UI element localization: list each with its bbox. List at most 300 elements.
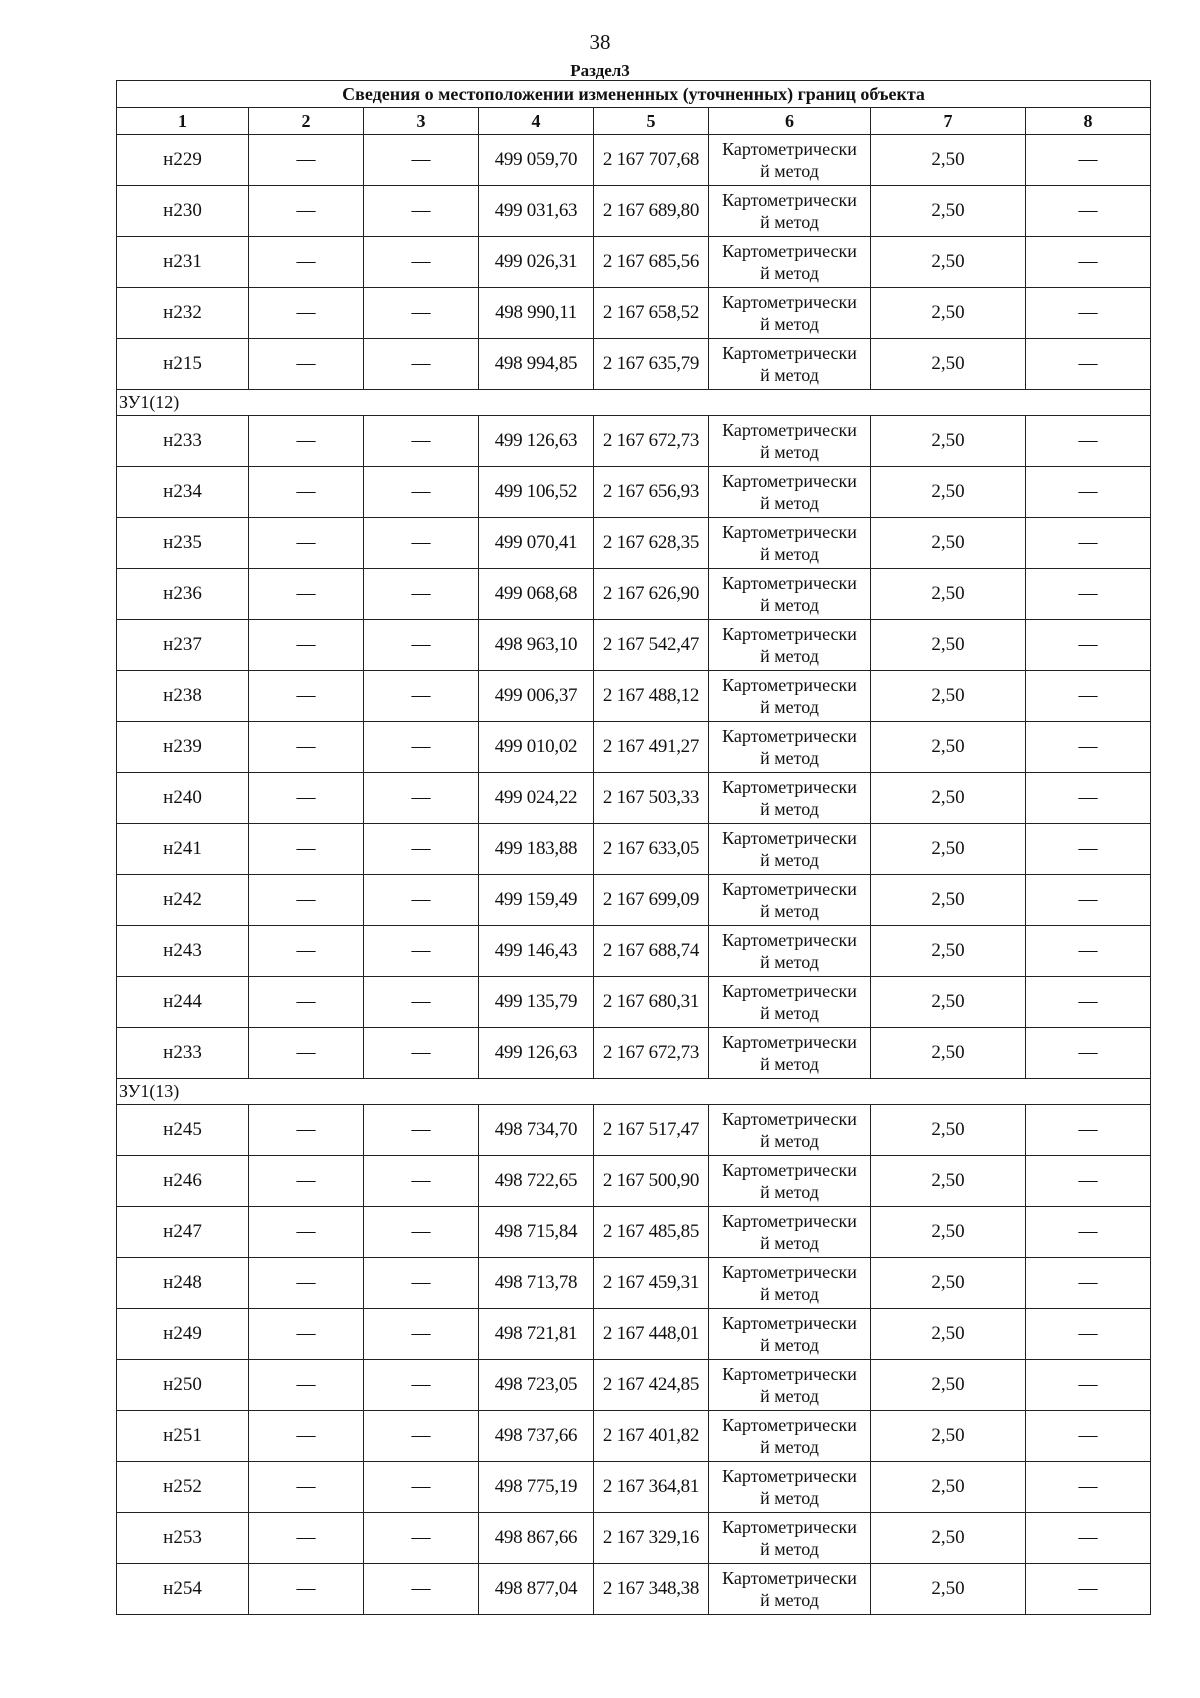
accuracy-cell: 2,50	[871, 1411, 1026, 1462]
accuracy-cell: 2,50	[871, 1309, 1026, 1360]
method-line: й метод	[760, 1233, 819, 1253]
x-coordinate-cell: 499 024,22	[479, 773, 594, 824]
dash-cell: —	[364, 824, 479, 875]
x-coordinate-cell: 499 159,49	[479, 875, 594, 926]
dash-cell: —	[1026, 1105, 1151, 1156]
table-row	[117, 977, 1151, 1028]
point-name-cell: н231	[117, 237, 249, 288]
method-line: й метод	[760, 493, 819, 513]
method-cell	[709, 1309, 871, 1360]
x-coordinate-cell: 499 059,70	[479, 135, 594, 186]
dash-cell: —	[249, 416, 364, 467]
method-line: Картометрически	[722, 343, 857, 363]
accuracy-cell: 2,50	[871, 1156, 1026, 1207]
point-name-cell: н248	[117, 1258, 249, 1309]
table-row	[117, 569, 1151, 620]
dash-cell: —	[249, 671, 364, 722]
method-line: Картометрически	[722, 292, 857, 312]
method-cell	[709, 135, 871, 186]
point-name-cell: н252	[117, 1462, 249, 1513]
dash-cell: —	[1026, 569, 1151, 620]
dash-cell: —	[364, 1156, 479, 1207]
dash-cell: —	[249, 1258, 364, 1309]
y-coordinate-cell: 2 167 628,35	[594, 518, 709, 569]
column-header: 5	[594, 108, 709, 135]
dash-cell: —	[249, 1564, 364, 1615]
accuracy-cell: 2,50	[871, 1360, 1026, 1411]
column-header: 1	[117, 108, 249, 135]
method-line: й метод	[760, 1131, 819, 1151]
dash-cell: —	[364, 237, 479, 288]
method-line: Картометрически	[722, 981, 857, 1001]
dash-cell: —	[249, 1309, 364, 1360]
y-coordinate-cell: 2 167 459,31	[594, 1258, 709, 1309]
point-name-cell: н242	[117, 875, 249, 926]
dash-cell: —	[249, 339, 364, 390]
dash-cell: —	[364, 926, 479, 977]
group-label: ЗУ1(13)	[117, 1079, 1151, 1105]
method-cell	[709, 1156, 871, 1207]
method-line: Картометрически	[722, 573, 857, 593]
y-coordinate-cell: 2 167 401,82	[594, 1411, 709, 1462]
dash-cell: —	[1026, 416, 1151, 467]
table-row	[117, 875, 1151, 926]
x-coordinate-cell: 498 994,85	[479, 339, 594, 390]
dash-cell: —	[364, 186, 479, 237]
dash-cell: —	[249, 1513, 364, 1564]
method-cell	[709, 1411, 871, 1462]
dash-cell: —	[1026, 339, 1151, 390]
y-coordinate-cell: 2 167 542,47	[594, 620, 709, 671]
point-name-cell: н236	[117, 569, 249, 620]
x-coordinate-cell: 498 734,70	[479, 1105, 594, 1156]
dash-cell: —	[249, 875, 364, 926]
table-row	[117, 824, 1151, 875]
x-coordinate-cell: 498 963,10	[479, 620, 594, 671]
dash-cell: —	[1026, 824, 1151, 875]
accuracy-cell: 2,50	[871, 722, 1026, 773]
method-cell	[709, 875, 871, 926]
method-cell	[709, 1207, 871, 1258]
method-line: Картометрически	[722, 828, 857, 848]
method-cell	[709, 1028, 871, 1079]
y-coordinate-cell: 2 167 656,93	[594, 467, 709, 518]
method-cell	[709, 824, 871, 875]
method-cell	[709, 1462, 871, 1513]
method-line: й метод	[760, 748, 819, 768]
table-row	[117, 1462, 1151, 1513]
dash-cell: —	[1026, 237, 1151, 288]
point-name-cell: н233	[117, 1028, 249, 1079]
method-line: й метод	[760, 799, 819, 819]
method-line: й метод	[760, 161, 819, 181]
point-name-cell: н250	[117, 1360, 249, 1411]
accuracy-cell: 2,50	[871, 237, 1026, 288]
point-name-cell: н251	[117, 1411, 249, 1462]
accuracy-cell: 2,50	[871, 518, 1026, 569]
y-coordinate-cell: 2 167 488,12	[594, 671, 709, 722]
table-row	[117, 1564, 1151, 1615]
method-line: й метод	[760, 595, 819, 615]
method-cell	[709, 416, 871, 467]
accuracy-cell: 2,50	[871, 1028, 1026, 1079]
x-coordinate-cell: 499 026,31	[479, 237, 594, 288]
method-line: Картометрически	[722, 1109, 857, 1129]
y-coordinate-cell: 2 167 658,52	[594, 288, 709, 339]
y-coordinate-cell: 2 167 485,85	[594, 1207, 709, 1258]
table-row	[117, 237, 1151, 288]
method-line: й метод	[760, 1539, 819, 1559]
accuracy-cell: 2,50	[871, 135, 1026, 186]
column-number-row	[117, 108, 1151, 135]
method-line: й метод	[760, 901, 819, 921]
method-line: Картометрически	[722, 1160, 857, 1180]
dash-cell: —	[1026, 722, 1151, 773]
accuracy-cell: 2,50	[871, 671, 1026, 722]
method-line: й метод	[760, 952, 819, 972]
point-name-cell: н233	[117, 416, 249, 467]
x-coordinate-cell: 498 990,11	[479, 288, 594, 339]
table-row	[117, 620, 1151, 671]
method-line: й метод	[760, 263, 819, 283]
point-name-cell: н247	[117, 1207, 249, 1258]
dash-cell: —	[364, 1513, 479, 1564]
dash-cell: —	[249, 1360, 364, 1411]
table-row	[117, 1360, 1151, 1411]
dash-cell: —	[364, 1564, 479, 1615]
dash-cell: —	[249, 722, 364, 773]
table-row	[117, 288, 1151, 339]
method-line: Картометрически	[722, 1032, 857, 1052]
method-cell	[709, 1513, 871, 1564]
method-line: й метод	[760, 850, 819, 870]
y-coordinate-cell: 2 167 635,79	[594, 339, 709, 390]
method-line: Картометрически	[722, 1313, 857, 1333]
page-number: 38	[589, 30, 611, 54]
dash-cell: —	[364, 416, 479, 467]
y-coordinate-cell: 2 167 348,38	[594, 1564, 709, 1615]
point-name-cell: н243	[117, 926, 249, 977]
x-coordinate-cell: 498 737,66	[479, 1411, 594, 1462]
y-coordinate-cell: 2 167 688,74	[594, 926, 709, 977]
accuracy-cell: 2,50	[871, 288, 1026, 339]
method-cell	[709, 1360, 871, 1411]
y-coordinate-cell: 2 167 491,27	[594, 722, 709, 773]
accuracy-cell: 2,50	[871, 186, 1026, 237]
group-label: ЗУ1(12)	[117, 390, 1151, 416]
table-row	[117, 1156, 1151, 1207]
dash-cell: —	[1026, 926, 1151, 977]
y-coordinate-cell: 2 167 517,47	[594, 1105, 709, 1156]
accuracy-cell: 2,50	[871, 773, 1026, 824]
accuracy-cell: 2,50	[871, 1513, 1026, 1564]
dash-cell: —	[364, 135, 479, 186]
point-name-cell: н230	[117, 186, 249, 237]
accuracy-cell: 2,50	[871, 620, 1026, 671]
accuracy-cell: 2,50	[871, 1564, 1026, 1615]
method-line: Картометрически	[722, 190, 857, 210]
method-cell	[709, 671, 871, 722]
accuracy-cell: 2,50	[871, 339, 1026, 390]
dash-cell: —	[249, 1411, 364, 1462]
dash-cell: —	[364, 773, 479, 824]
x-coordinate-cell: 499 070,41	[479, 518, 594, 569]
dash-cell: —	[249, 926, 364, 977]
dash-cell: —	[364, 1105, 479, 1156]
method-line: Картометрически	[722, 139, 857, 159]
dash-cell: —	[1026, 288, 1151, 339]
x-coordinate-cell: 499 006,37	[479, 671, 594, 722]
table-row	[117, 722, 1151, 773]
y-coordinate-cell: 2 167 500,90	[594, 1156, 709, 1207]
y-coordinate-cell: 2 167 672,73	[594, 1028, 709, 1079]
method-line: й метод	[760, 1590, 819, 1610]
method-cell	[709, 1564, 871, 1615]
accuracy-cell: 2,50	[871, 926, 1026, 977]
dash-cell: —	[364, 1309, 479, 1360]
method-cell	[709, 518, 871, 569]
point-name-cell: н232	[117, 288, 249, 339]
accuracy-cell: 2,50	[871, 1258, 1026, 1309]
method-line: й метод	[760, 1182, 819, 1202]
dash-cell: —	[249, 1462, 364, 1513]
dash-cell: —	[364, 1258, 479, 1309]
dash-cell: —	[249, 186, 364, 237]
x-coordinate-cell: 498 722,65	[479, 1156, 594, 1207]
dash-cell: —	[1026, 1513, 1151, 1564]
x-coordinate-cell: 499 031,63	[479, 186, 594, 237]
method-line: Картометрически	[722, 675, 857, 695]
method-line: й метод	[760, 1003, 819, 1023]
dash-cell: —	[364, 1028, 479, 1079]
method-line: й метод	[760, 1488, 819, 1508]
method-line: Картометрически	[722, 1211, 857, 1231]
dash-cell: —	[249, 773, 364, 824]
method-line: й метод	[760, 697, 819, 717]
table-row	[117, 1207, 1151, 1258]
y-coordinate-cell: 2 167 503,33	[594, 773, 709, 824]
method-line: Картометрически	[722, 471, 857, 491]
x-coordinate-cell: 499 183,88	[479, 824, 594, 875]
method-cell	[709, 339, 871, 390]
dash-cell: —	[249, 824, 364, 875]
table-row	[117, 926, 1151, 977]
method-line: й метод	[760, 1335, 819, 1355]
method-cell	[709, 722, 871, 773]
dash-cell: —	[1026, 875, 1151, 926]
method-line: й метод	[760, 365, 819, 385]
method-line: Картометрически	[722, 1364, 857, 1384]
y-coordinate-cell: 2 167 364,81	[594, 1462, 709, 1513]
x-coordinate-cell: 499 126,63	[479, 1028, 594, 1079]
dash-cell: —	[1026, 1411, 1151, 1462]
x-coordinate-cell: 499 106,52	[479, 467, 594, 518]
point-name-cell: н229	[117, 135, 249, 186]
dash-cell: —	[249, 1207, 364, 1258]
dash-cell: —	[364, 1360, 479, 1411]
method-cell	[709, 467, 871, 518]
method-line: Картометрически	[722, 1262, 857, 1282]
x-coordinate-cell: 499 068,68	[479, 569, 594, 620]
method-line: Картометрически	[722, 879, 857, 899]
method-cell	[709, 569, 871, 620]
dash-cell: —	[1026, 186, 1151, 237]
method-line: Картометрически	[722, 930, 857, 950]
dash-cell: —	[249, 977, 364, 1028]
dash-cell: —	[364, 467, 479, 518]
column-header: 8	[1026, 108, 1151, 135]
dash-cell: —	[1026, 671, 1151, 722]
table-row	[117, 186, 1151, 237]
table-row	[117, 1309, 1151, 1360]
dash-cell: —	[1026, 135, 1151, 186]
group-row	[117, 1079, 1151, 1105]
y-coordinate-cell: 2 167 329,16	[594, 1513, 709, 1564]
dash-cell: —	[1026, 1207, 1151, 1258]
dash-cell: —	[249, 135, 364, 186]
y-coordinate-cell: 2 167 424,85	[594, 1360, 709, 1411]
dash-cell: —	[1026, 1156, 1151, 1207]
method-line: й метод	[760, 646, 819, 666]
x-coordinate-cell: 498 715,84	[479, 1207, 594, 1258]
point-name-cell: н253	[117, 1513, 249, 1564]
dash-cell: —	[1026, 467, 1151, 518]
x-coordinate-cell: 499 135,79	[479, 977, 594, 1028]
table-row	[117, 1513, 1151, 1564]
method-line: Картометрически	[722, 624, 857, 644]
dash-cell: —	[364, 875, 479, 926]
dash-cell: —	[364, 620, 479, 671]
method-cell	[709, 620, 871, 671]
accuracy-cell: 2,50	[871, 1207, 1026, 1258]
point-name-cell: н215	[117, 339, 249, 390]
dash-cell: —	[364, 671, 479, 722]
accuracy-cell: 2,50	[871, 416, 1026, 467]
dash-cell: —	[1026, 773, 1151, 824]
method-cell	[709, 186, 871, 237]
table-row	[117, 135, 1151, 186]
table-row	[117, 1411, 1151, 1462]
dash-cell: —	[364, 288, 479, 339]
point-name-cell: н239	[117, 722, 249, 773]
method-line: Картометрически	[722, 1466, 857, 1486]
dash-cell: —	[1026, 1258, 1151, 1309]
method-line: Картометрически	[722, 726, 857, 746]
point-name-cell: н238	[117, 671, 249, 722]
point-name-cell: н249	[117, 1309, 249, 1360]
dash-cell: —	[1026, 1564, 1151, 1615]
x-coordinate-cell: 498 775,19	[479, 1462, 594, 1513]
dash-cell: —	[249, 569, 364, 620]
point-name-cell: н240	[117, 773, 249, 824]
dash-cell: —	[364, 518, 479, 569]
method-line: Картометрически	[722, 777, 857, 797]
x-coordinate-cell: 498 713,78	[479, 1258, 594, 1309]
y-coordinate-cell: 2 167 707,68	[594, 135, 709, 186]
x-coordinate-cell: 498 877,04	[479, 1564, 594, 1615]
column-header: 4	[479, 108, 594, 135]
method-line: Картометрически	[722, 522, 857, 542]
dash-cell: —	[249, 620, 364, 671]
table-row	[117, 416, 1151, 467]
table-row	[117, 1105, 1151, 1156]
dash-cell: —	[364, 722, 479, 773]
dash-cell: —	[249, 1156, 364, 1207]
method-cell	[709, 237, 871, 288]
method-line: Картометрически	[722, 1568, 857, 1588]
table-row	[117, 467, 1151, 518]
table-caption: Сведения о местоположении измененных (уточненных) границ объекта	[117, 81, 1151, 108]
table-row	[117, 671, 1151, 722]
method-line: й метод	[760, 442, 819, 462]
accuracy-cell: 2,50	[871, 977, 1026, 1028]
method-line: й метод	[760, 1284, 819, 1304]
y-coordinate-cell: 2 167 672,73	[594, 416, 709, 467]
point-name-cell: н241	[117, 824, 249, 875]
dash-cell: —	[1026, 1462, 1151, 1513]
x-coordinate-cell: 498 721,81	[479, 1309, 594, 1360]
method-line: Картометрически	[722, 241, 857, 261]
method-line: й метод	[760, 1054, 819, 1074]
accuracy-cell: 2,50	[871, 467, 1026, 518]
accuracy-cell: 2,50	[871, 824, 1026, 875]
table-row	[117, 773, 1151, 824]
dash-cell: —	[249, 1105, 364, 1156]
x-coordinate-cell: 499 126,63	[479, 416, 594, 467]
method-line: й метод	[760, 1386, 819, 1406]
column-header: 7	[871, 108, 1026, 135]
accuracy-cell: 2,50	[871, 1462, 1026, 1513]
boundary-coordinates-table	[116, 80, 1151, 1615]
dash-cell: —	[249, 467, 364, 518]
section-title: Раздел3	[570, 61, 630, 80]
dash-cell: —	[364, 1411, 479, 1462]
column-header: 2	[249, 108, 364, 135]
dash-cell: —	[364, 1462, 479, 1513]
dash-cell: —	[249, 288, 364, 339]
x-coordinate-cell: 498 867,66	[479, 1513, 594, 1564]
x-coordinate-cell: 499 146,43	[479, 926, 594, 977]
method-cell	[709, 288, 871, 339]
method-cell	[709, 977, 871, 1028]
dash-cell: —	[1026, 1360, 1151, 1411]
dash-cell: —	[1026, 1028, 1151, 1079]
method-line: й метод	[760, 544, 819, 564]
method-line: й метод	[760, 212, 819, 232]
table-row	[117, 339, 1151, 390]
dash-cell: —	[364, 339, 479, 390]
method-cell	[709, 926, 871, 977]
group-row	[117, 390, 1151, 416]
y-coordinate-cell: 2 167 689,80	[594, 186, 709, 237]
y-coordinate-cell: 2 167 699,09	[594, 875, 709, 926]
point-name-cell: н246	[117, 1156, 249, 1207]
method-cell	[709, 773, 871, 824]
dash-cell: —	[1026, 620, 1151, 671]
method-line: й метод	[760, 1437, 819, 1457]
point-name-cell: н237	[117, 620, 249, 671]
table-row	[117, 1258, 1151, 1309]
accuracy-cell: 2,50	[871, 569, 1026, 620]
x-coordinate-cell: 499 010,02	[479, 722, 594, 773]
column-header: 3	[364, 108, 479, 135]
dash-cell: —	[249, 1028, 364, 1079]
column-header: 6	[709, 108, 871, 135]
dash-cell: —	[364, 977, 479, 1028]
point-name-cell: н254	[117, 1564, 249, 1615]
dash-cell: —	[364, 1207, 479, 1258]
x-coordinate-cell: 498 723,05	[479, 1360, 594, 1411]
